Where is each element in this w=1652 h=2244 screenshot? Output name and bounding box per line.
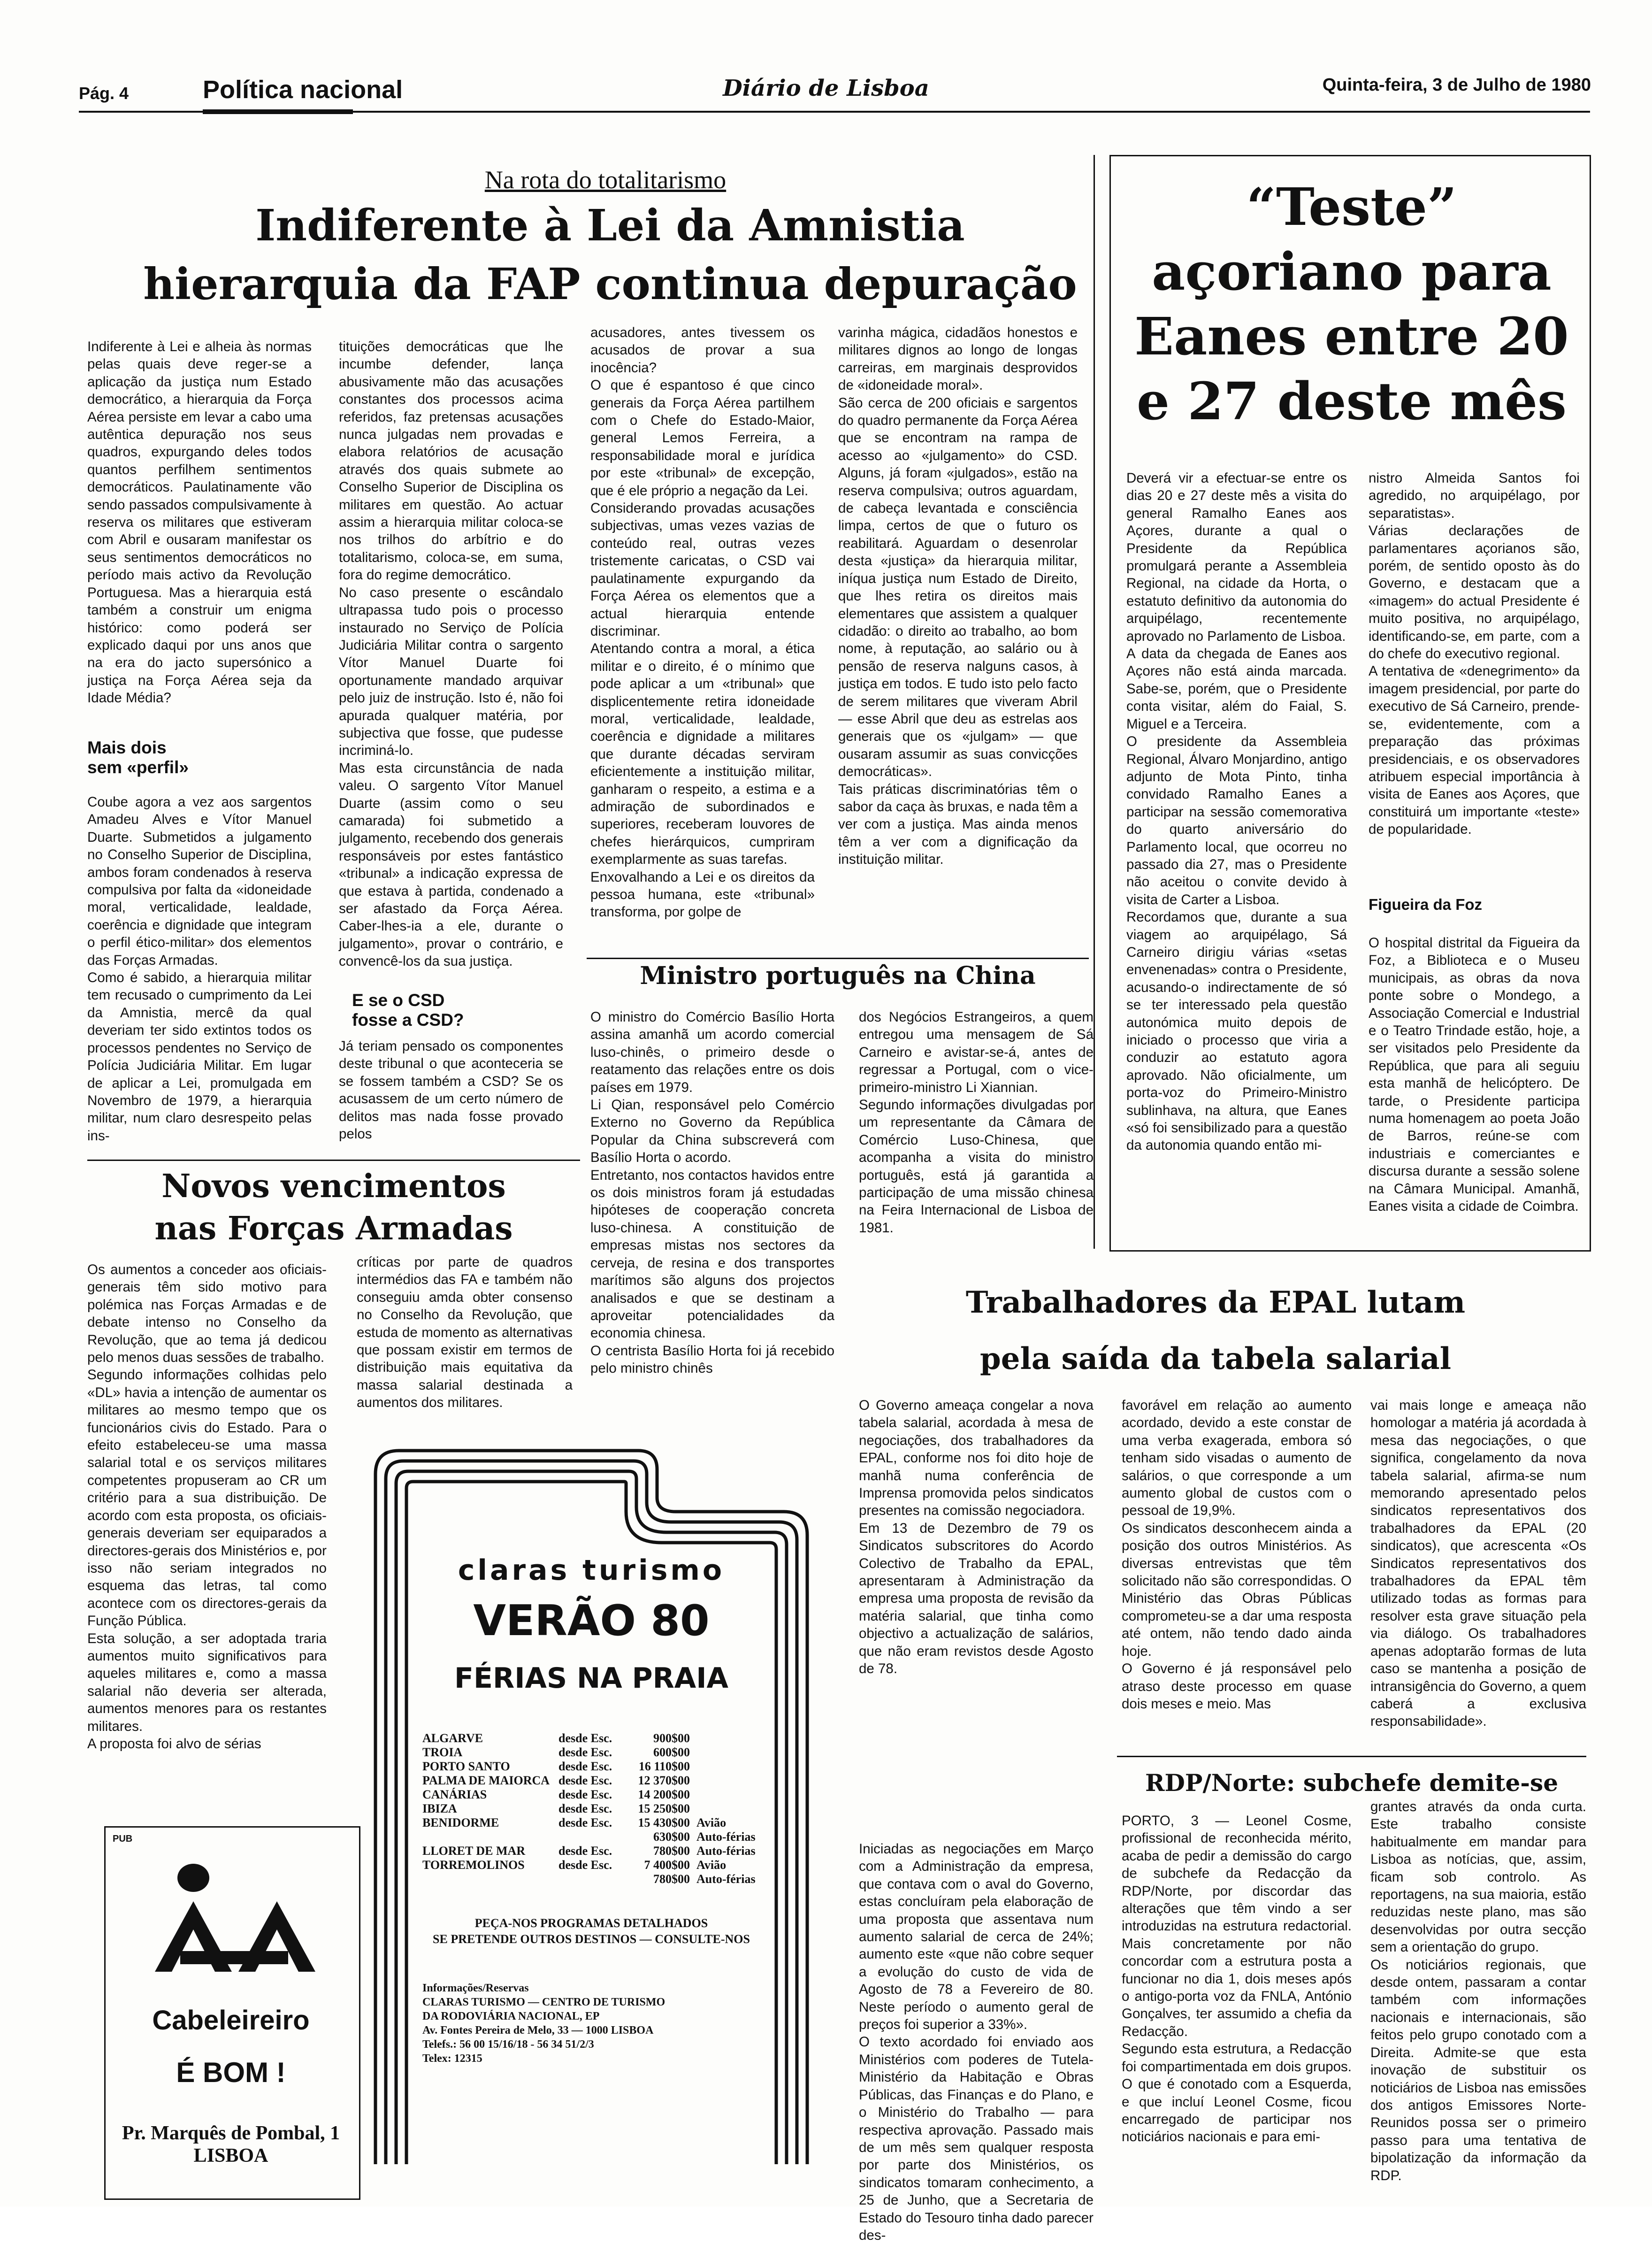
article2-col2b: O hospital distrital da Figueira da Foz, a Biblioteca e o Museu municipais, as obras da nova ponte sobre o Mondego, a Associação Comercial e Industrial e o Teatro Trindade estão, hoje, a ser visitados pelo Presidente da República, que para ali seguiu esta manhã de helicóptero. De tarde, o Presidente participa numa homenagem ao poeta João de Barros, reúne-se com industriais e comerciantes e discursa durante a sessão solene na Câmara Municipal. Amanhã, Eanes visita a cidade de Coimbra. — [1369, 935, 1580, 1214]
claras-price-row — [422, 1816, 779, 1830]
page-number: Pág. 4 — [79, 84, 129, 103]
article5-headline-line2: pela saída da tabela salarial — [980, 1341, 1451, 1376]
claras-note-cell: Auto-férias — [696, 1830, 756, 1844]
claras-from-cell: desde Esc. — [558, 1844, 612, 1858]
article1-kicker: Na rota do totalitarismo — [484, 166, 727, 194]
section-rule — [587, 958, 1089, 959]
section-rule — [87, 1160, 580, 1161]
claras-from-cell: desde Esc. — [558, 1816, 612, 1829]
claras-note-cell: Avião — [696, 1816, 727, 1829]
masthead-rule-thick — [203, 109, 353, 114]
claras-note-cell: Auto-férias — [696, 1844, 756, 1858]
claras-note-cell — [690, 1745, 776, 1760]
article3-col2: dos Negócios Estrangeiros, a quem entregou uma mensagem de Sá Carneiro e avistar-se-á, antes de regressar a Portugal, com o vice-primeiro-ministro Li Xiannian. Segundo informações divulgadas por um representante da Câmara de Comércio Luso-Chinesa, que acompanha a visita do ministro português, está já garantida a participação de uma missão chinesa na Feira Internacional de Lisboa de 1981. — [859, 1009, 1094, 1236]
article2-subhead: Figueira da Foz — [1369, 896, 1483, 913]
claras-turismo-ad — [357, 1441, 826, 2174]
claras-note-cell: Avião — [696, 1858, 727, 1872]
claras-price-cell: 780$00 — [653, 1872, 690, 1886]
claras-from-cell: desde Esc. — [558, 1760, 612, 1773]
claras-price-row — [422, 1830, 779, 1844]
issue-date: Quinta-feira, 3 de Julho de 1980 — [1322, 75, 1591, 95]
article4-headline-line1: Novos vencimentos — [161, 1168, 506, 1205]
article1-col2: tituições democráticas que lhe incumbe defender, lança abusivamente mão das acusações constantes dos processos acima referidos, faz pretensas acusações nunca julgadas nem provadas e elabora relatórios de acusação através dos quais submete ao Conselho Superior de Disciplina os militares em questão. Ao actuar assim a hierarquia militar coloca-se nos trilhos do arbítrio e do totalitarismo, coloca-se, em suma, fora do regime democrático. No caso presente o escândalo ultrapassa tudo pois o processo instaurado no Serviço de Polícia Judiciária Militar contra o sargento Vítor Manuel Duarte foi oportunamente mandado arquivar pelo juiz de instrução. Isto é, não foi apurada qualquer matéria, por subjectiva que fosse, que pudesse incriminá-lo. Mas esta circunstância de nada valeu. O sargento Vítor Manuel Duarte (assim como o seu camarada) foi submetido a julgamento, recebendo dos generais responsáveis por estes fantástico «tribunal» a indicação expressa de que estava à partida, condenado a ser afastado da Força Aérea. Caber-lhes-ia a ele, durante o julgamento», provar o contrário, e convencê-los da sua justiça. — [339, 339, 563, 969]
ad-pub-label: PUB — [113, 1834, 133, 1844]
article1-subhead2: E se o CSD fosse a CSD? — [352, 991, 464, 1030]
cabeleireiro-address: Pr. Marquês de Pombal, 1 LISBOA — [122, 2122, 340, 2167]
article1-col1: Indiferente à Lei e alheia às normas pelas quais deve reger-se a aplicação da justiça num Estado democrático, a hierarquia da Força Aérea persiste em levar a cabo uma autêntica depuração nos seus quadros, expurgando deles todos quantos perfilhem sentimentos democráticos. Paulatinamente vão sendo passados compulsivamente à reserva os militares que estiveram com Abril e ousaram manifestar os seus sentimentos democráticos no período mais activo da Revolução Portuguesa. Mas a hierarquia está também a construir um enigma histórico: como poderá ser explicado daqui por uns anos que na era do jacto supersónico a justiça na Força Aérea seja da Idade Média? — [87, 339, 312, 706]
article4-headline-line2: nas Forças Armadas — [154, 1210, 513, 1247]
article5-col3: vai mais longe e ameaça não homologar a matéria já acordada à mesa das negociações, o que significa, congelamento da nova tabela salarial, afirma-se num memorando apresentado pelos sindicatos representativos dos trabalhadores da EPAL (20 sindicatos), que acrescenta «Os Sindicatos representativos dos trabalhadores da EPAL têm utilizado todas as formas para resolver esta grave situação pela via diálogo. Os trabalhadores apenas adoptarão formas de luta caso se mantenha a posição de intransigência do Governo, a quem caberá a exclusiva responsabilidade». — [1370, 1398, 1586, 1729]
claras-price-row — [422, 1788, 779, 1802]
claras-dest-cell: IBIZA — [422, 1802, 457, 1815]
claras-dest-cell: LLORET DE MAR — [422, 1844, 526, 1858]
claras-brand: claras turismo — [458, 1554, 725, 1587]
article5-headline-line1: Trabalhadores da EPAL lutam — [965, 1285, 1466, 1320]
article1-col1b: Coube agora a vez aos sargentos Amadeu Alves e Vítor Manuel Duarte. Submetidos a julgamento no Conselho Superior de Disciplina, ambos foram condenados à reserva compulsiva por falta da «idoneidade moral, verticalidade, lealdade, coerência e dignidade que integram o perfil ético-militar» dos elementos das Forças Armadas. Como é sabido, a hierarquia militar tem recusado o cumprimento da Lei da Amnistia, mercê da qual deveriam ter sido extintos todos os processos pendentes no Serviço de Polícia Judiciária Militar. Em lugar de aplicar a Lei, promulgada em Novembro de 1979, a hierarquia militar, num claro desrespeito pelas ins- — [87, 794, 312, 1144]
claras-from-cell: desde Esc. — [558, 1788, 612, 1801]
article6-col2: grantes através da onda curta. Este trabalho consiste habitualmente em mandar para Lisboa as notícias, que, assim, ficam sob controlo. As reportagens, na sua maioria, estão reduzidas neste plano, mas são desenvolvidas por outra secção sem a orientação do grupo. Os noticiários regionais, que desde ontem, passaram a contar também com informações nacionais e internacionais, são feitos pelo grupo conotado com a Direita. Admite-se que esta inovação de substituir os noticiários de Lisboa nas emissões dos antigos Emissores Norte-Reunidos possa ser o primeiro passo para uma tentativa de bipolatização da informação da RDP. — [1370, 1799, 1586, 2183]
claras-dest-cell: PORTO SANTO — [422, 1760, 510, 1773]
claras-note-cell — [690, 1731, 776, 1745]
article5-col1: O Governo ameaça congelar a nova tabela salarial, acordada à mesa de negociações, dos trabalhadores da EPAL, conforme nos foi dito hoje de manhã numa conferência de Imprensa promovida pelos sindicatos presentes na comissão negociadora. Em 13 de Dezembro de 79 os Sindicatos subscritores do Acordo Colectivo de Trabalho da EPAL, apresentaram à Administração da empresa uma proposta de revisão da matéria salarial, que tinha como objectivo a actualização de salários, que não eram revistos desde Agosto de 78. — [859, 1398, 1094, 1677]
claras-from-cell: desde Esc. — [558, 1745, 612, 1759]
article5-col2: favorável em relação ao aumento acordado, devido a este constar de uma verba exagerada, embora só tenham sido visadas o aumento de salários, o que corresponde a um aumento global de custos com o pessoal de 19,9%. Os sindicatos desconhecem ainda a posição dos outros Ministérios. As diversas entrevistas que têm solicitado não são correspondidas. O Ministério das Obras Públicas comprometeu-se a dar uma resposta até ontem, não tendo dado ainda hoje. O Governo é já responsável pelo atraso deste processo em quase dois meses e meio. Mas — [1122, 1398, 1352, 1712]
article2-col2: nistro Almeida Santos foi agredido, no arquipélago, por separatistas». Várias declarações de parlamentares açorianos são, porém, de sentido oposto às do Governo, e destacam que a «imagem» do actual Presidente é muito positiva, no arquipélago, identificando-se, em parte, com a do chefe do executivo regional. A tentativa de «denegrimento» da imagem presidencial, por parte do executivo de Sá Carneiro, prende-se, evidentemente, com a preparação das próximas presidenciais, e os observadores atribuem especial importância à visita de Eanes aos Açores, que constituirá um importante «teste» de popularidade. — [1369, 470, 1580, 838]
claras-price-cell: 630$00 — [653, 1830, 690, 1844]
claras-from-cell: desde Esc. — [558, 1731, 612, 1745]
claras-price-cell: 16 110$00 — [638, 1760, 690, 1773]
article1-col2b: Já teriam pensado os componentes deste tribunal o que aconteceria se se fossem também a CSD? Se os acusassem de um certo número de delitos mas nada fosse provado pelos — [339, 1038, 563, 1142]
article2-headline: “Teste” açoriano para Eanes entre 20 e 27 deste mês — [1134, 177, 1569, 431]
cabeleireiro-line1: Cabeleireiro — [152, 2005, 310, 2036]
article5-col1b: Iniciadas as negociações em Março com a Administração da empresa, que contava com o aval do Governo, estas concluíram pela elaboração de uma proposta que assentava num aumento salarial de cerca de 24%; aumento este «que não cobre sequer a evolução do custo de vida de Agosto de 78 a Fevereiro de 80. Neste período o aumento geral de preços foi superior a 33%». O texto acordado foi enviado aos Ministérios com poderes de Tutela-Ministério da Habitação e Obras Públicas, das Finanças e do Plano, e o Ministério do Trabalho — para respectiva aprovação. Passado mais de um mês sem qualquer resposta por parte dos Ministérios, os sindicatos tomaram conhecimento, a 25 de Junho, que a Secretaria de Estado do Tesouro tinha dado parecer des- — [859, 1841, 1094, 2243]
claras-from-cell — [558, 1872, 629, 1886]
claras-price-row — [422, 1760, 779, 1774]
claras-price-row — [422, 1872, 779, 1886]
claras-note-cell — [690, 1774, 776, 1788]
claras-price-row — [422, 1802, 779, 1816]
section-rule — [1117, 1756, 1586, 1757]
article4-col2: críticas por parte de quadros intermédios das FA e também não conseguiu amda obter consenso no Conselho da Revolução, que estuda de momento as alternativas que possam existir em termos de distribuição mais equitativa da massa salarial destinada a aumentos dos militares. — [357, 1254, 573, 1411]
claras-price-cell: 780$00 — [653, 1844, 690, 1858]
cabeleireiro-logo — [141, 1859, 329, 1986]
aa-logo-icon — [141, 1859, 329, 1986]
claras-dest-cell: ALGARVE — [422, 1731, 483, 1745]
newspaper-name: Diário de Lisboa — [723, 75, 929, 101]
claras-price-table — [422, 1731, 779, 1886]
claras-price-cell: 14 200$00 — [638, 1788, 690, 1801]
article3-headline: Ministro português na China — [640, 961, 1036, 990]
article1-headline-line1: Indiferente à Lei da Amnistia — [255, 200, 965, 251]
article1-headline-line2: hierarquia da FAP continua depuração — [143, 259, 1077, 309]
article3-col1: O ministro do Comércio Basílio Horta assina amanhã um acordo comercial luso-chinês, o primeiro desde o reatamento das relações entre os dois países em 1979. Li Qian, responsável pelo Comércio Externo no Governo da República Popular da China subscreverá com Basílio Horta o acordo. Entretanto, nos contactos havidos entre os dois ministros foram já estudadas hipóteses de cooperação concreta luso-chinesa. A constituição de empresas mistas nos sectores da cerveja, de resina e dos transportes marítimos são alguns dos projectos analisados e que se destinam a aproveitar potencialidades da economia chinesa. O centrista Basílio Horta foi já recebido pelo ministro chinês — [590, 1009, 834, 1376]
claras-note-cell — [690, 1802, 776, 1816]
claras-dest-cell: CANÁRIAS — [422, 1788, 487, 1801]
claras-note-cell: Auto-férias — [696, 1872, 756, 1886]
claras-subtitle: FÉRIAS NA PRAIA — [454, 1662, 728, 1695]
article6-col1: PORTO, 3 — Leonel Cosme, profissional de reconhecida mérito, acaba de pedir a demissão do cargo de subchefe da Redacção da RDP/Norte, por discordar das alterações que têm vindo a ser introduzidas na estrutura redactorial. Mais concretamente por não concordar com a estrutura posta a funcionar no dia 1, dois meses após o antigo-porta voz da FNLA, António Gonçalves, ter assumido a chefia da Redacção. Segundo esta estrutura, a Redacção foi compartimentada em dois grupos. O que é conotado com a Esquerda, e que incluí Leonel Cosme, ficou encarregado de participar nos noticiários nacionais e para emi- — [1122, 1813, 1352, 2145]
claras-note-cell — [690, 1788, 776, 1802]
column-rule — [1094, 155, 1095, 1249]
claras-dest-cell: TORREMOLINOS — [422, 1858, 525, 1872]
article1-col4: varinha mágica, cidadãos honestos e militares dignos ao longo de longas carreiras, em marginais desprovidos de «idoneidade moral». São cerca de 200 oficiais e sargentos do quadro permanente da Força Aérea que se encontram na rampa de acesso ao «julgamento» do CSD. Alguns, já foram «julgados», estão na reserva compulsiva; outros aguardam, de cabeça levantada e consciência limpa, certos de que o futuro os reabilitará. Aguardam o desenrolar desta «justiça» da hierarquia militar, iníqua justiça num Estado de Direito, que lhes retira os direitos mais elementares que assistem a qualquer cidadão: o direito ao trabalho, ao bom nome, à reputação, ao salário ou à pensão de reserva nalguns casos, à justiça em todos. E tudo isto pelo facto de serem militares que viveram Abril — esse Abril que deu as estrelas aos generais que os «julgam» — que ousaram assumir as suas convicções democráticas». Tais práticas discriminatórias têm o sabor da caça às bruxas, e nada têm a ver com a justiça. Mas ainda menos têm a ver com a dignificação da instituição militar. — [838, 325, 1078, 868]
article2-col1: Deverá vir a efectuar-se entre os dias 20 e 27 deste mês a visita do general Ramalho Eanes aos Açores, durante a qual o Presidente da República promulgará perante a Assembleia Regional, na cidade da Horta, o estatuto definitivo da autonomia do arquipélago, recentemente aprovado no Parlamento de Lisboa. A data da chegada de Eanes aos Açores não está ainda marcada. Sabe-se, porém, que o Presidente conta visitar, além do Faial, S. Miguel e a Terceira. O presidente da Assembleia Regional, Álvaro Monjardino, antigo adjunto de Mota Pinto, tinha convidado Ramalho Eanes a participar na sessão comemorativa do quarto aniversário do Parlamento local, que ocorreu no passado dia 27, mas o Presidente não aceitou o convite devido à visita de Carter a Lisboa. Recordamos que, durante a sua viagem ao arquipélago, Sá Carneiro dirigiu várias «setas envenenadas» contra o Presidente, acusando-o indirectamente de só se ter interessado pela questão autonómica muito depois de iniciado o processo que viria a conduzir ao estatuto agora aprovado. Não oficialmente, um porta-voz do Primeiro-Ministro sublinhava, na altura, que Eanes «só foi sensibilizado para a questão da autonomia quando então mi- — [1126, 470, 1347, 1153]
claras-price-row — [422, 1731, 779, 1745]
claras-price-cell: 15 250$00 — [638, 1802, 690, 1815]
claras-price-cell: 900$00 — [653, 1731, 690, 1745]
claras-price-row — [422, 1858, 779, 1872]
claras-from-cell: desde Esc. — [558, 1858, 612, 1872]
claras-price-cell: 15 430$00 — [638, 1816, 690, 1829]
claras-dest-cell — [422, 1872, 558, 1886]
cabeleireiro-line2: É BOM ! — [176, 2057, 286, 2088]
claras-from-cell — [558, 1830, 629, 1844]
claras-dest-cell: BENIDORME — [422, 1816, 499, 1829]
claras-from-cell: desde Esc. — [558, 1774, 612, 1787]
section-title: Política nacional — [203, 76, 403, 104]
claras-price-row — [422, 1844, 779, 1858]
claras-price-row — [422, 1774, 779, 1788]
article1-subhead1: Mais dois sem «perfil» — [87, 738, 189, 777]
claras-dest-cell: PALMA DE MAIORCA — [422, 1774, 550, 1787]
claras-from-cell: desde Esc. — [558, 1802, 612, 1815]
claras-dest-cell — [422, 1830, 558, 1844]
claras-price-cell: 12 370$00 — [638, 1774, 690, 1787]
claras-note-cell — [690, 1760, 776, 1774]
article4-col1: Os aumentos a conceder aos oficiais-generais têm sido motivo para polémica nas Forças Armadas e de debate intenso no Conselho da Revolução, que ao tema já dedicou pelo menos duas sessões de trabalho. Segundo informações colhidas pelo «DL» havia a intenção de aumentar os militares ao mesmo tempo que os funcionários civis do Estado. Para o efeito estabeleceu-se uma massa salarial total e os serviços militares competentes propuseram ao CR um critério para a sua distribuição. De acordo com esta proposta, os oficiais-generais deveriam ser equiparados a directores-gerais dos Ministérios e, por isso não seriam integrados no esquema das letras, tal como acontece com os directores-gerais da Função Pública. Esta solução, a ser adoptada traria aumentos muito significativos para aqueles militares e, como a massa salarial não deveria ser alterada, aumentos menores para os restantes militares. A proposta foi alvo de sérias — [87, 1262, 327, 1752]
claras-cta: PEÇA-NOS PROGRAMAS DETALHADOS SE PRETENDE OUTROS DESTINOS — CONSULTE-NOS — [433, 1916, 750, 1946]
claras-contact: Informações/Reservas CLARAS TURISMO — CENTRO DE TURISMO DA RODOVIÁRIA NACIONAL, EP Av. Fontes Pereira de Melo, 33 — 1000 LISBOA Telefs.: 56 00 15/16/18 - 56 34 51/2/3 Telex: 12315 — [422, 1982, 665, 2065]
claras-price-row — [422, 1745, 779, 1760]
claras-dest-cell: TROIA — [422, 1745, 463, 1759]
claras-title: VERÃO 80 — [473, 1596, 710, 1645]
claras-price-cell: 600$00 — [653, 1745, 690, 1759]
claras-price-cell: 7 400$00 — [644, 1858, 690, 1872]
article1-col3: acusadores, antes tivessem os acusados de provar a sua inocência? O que é espantoso é que cinco generais da Força Aérea partilhem com o Chefe do Estado-Maior, general Lemos Ferreira, a responsabilidade moral e jurídica por este «tribunal» de excepção, que é ele próprio a negação da Lei. Considerando provadas acusações subjectivas, umas vezes vazias de conteúdo real, outras vezes tristemente caricatas, o CSD vai paulatinamente expurgando da Força Aérea os elementos que a actual hierarquia entende discriminar. Atentando contra a moral, a ética militar e o direito, é o mínimo que pode aplicar a um «tribunal» que displicentemente retira idoneidade moral, verticalidade, lealdade, coerência e dignidade a militares que durante décadas serviram eficientemente a instituição militar, ganharam o respeito, a estima e a admiração de subordinados e superiores, receberam louvores de chefes hierárquicos, cumpriram exemplarmente as suas tarefas. Enxovalhando a Lei e os direitos da pessoa humana, este «tribunal» transforma, por golpe de — [590, 325, 815, 920]
article6-headline: RDP/Norte: subchefe demite-se — [1145, 1769, 1559, 1797]
